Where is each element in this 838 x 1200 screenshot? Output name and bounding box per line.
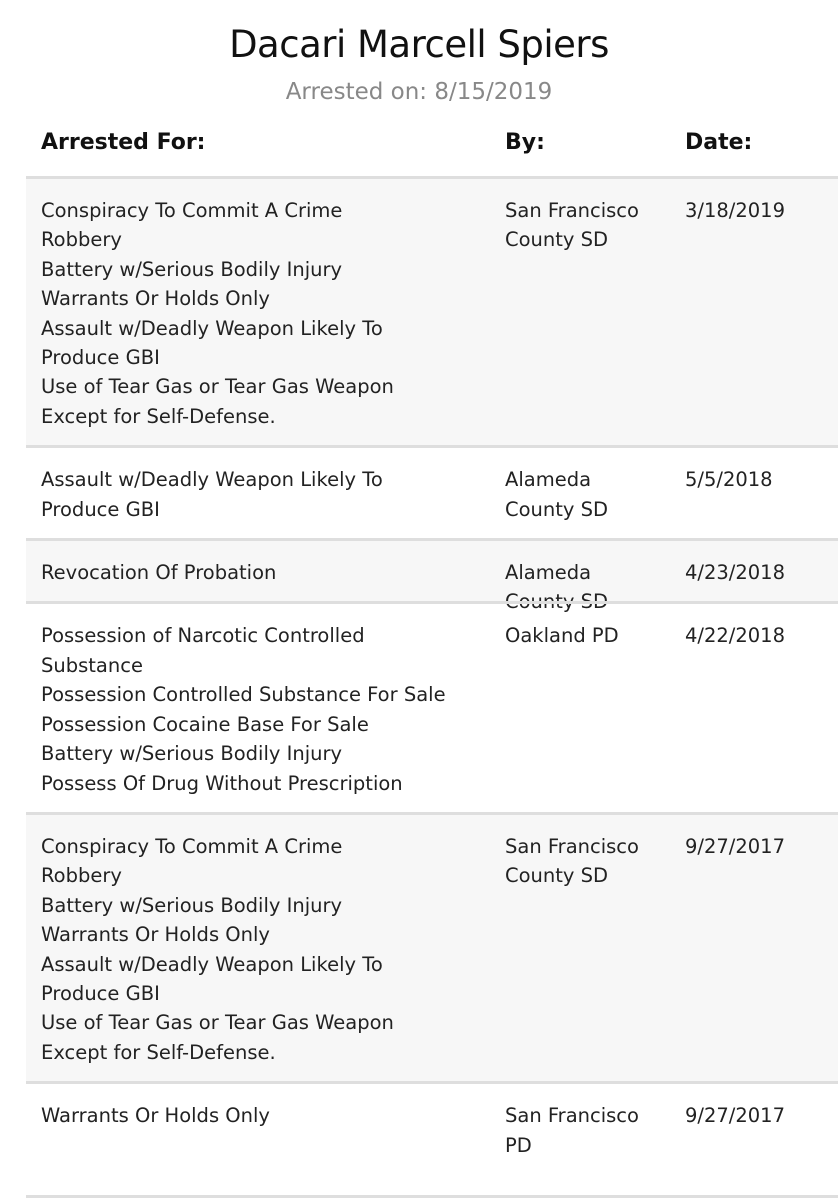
charge-line: Warrants Or Holds Only <box>41 1104 270 1128</box>
charge-line: Assault w/Deadly Weapon Likely To <box>41 468 383 492</box>
arresting-agency-cell: Oakland PD <box>505 624 619 648</box>
arresting-agency-cell: San Francisco PD <box>505 1104 639 1157</box>
table-row <box>26 1081 838 1157</box>
table-row <box>26 445 838 538</box>
charge-line: Robbery <box>41 228 122 252</box>
charge-line: Battery w/Serious Bodily Injury <box>41 742 343 766</box>
arresting-agency-cell: Alameda County SD <box>505 468 609 521</box>
charge-line: Produce GBI <box>41 346 160 370</box>
column-header-arrested-for: Arrested For: <box>41 130 206 155</box>
charges-cell <box>41 621 491 797</box>
charges-cell <box>41 465 491 524</box>
charges-cell <box>41 1101 491 1130</box>
arrest-date-cell: 4/23/2018 <box>685 561 785 585</box>
table-header <box>0 124 838 176</box>
table-row <box>26 176 838 445</box>
charges-cell <box>41 558 491 587</box>
charge-line: Robbery <box>41 864 122 888</box>
arrest-date-cell: 3/18/2019 <box>685 199 785 222</box>
charge-line: Conspiracy To Commit A Crime <box>41 834 343 858</box>
column-header-by: By: <box>505 130 545 155</box>
arrest-date-cell: 5/5/2018 <box>685 468 773 492</box>
column-header-date: Date: <box>685 130 753 155</box>
charge-line: Warrants Or Holds Only <box>41 923 270 947</box>
charge-line: Possession of Narcotic Controlled <box>41 624 365 648</box>
arrest-table-body <box>26 176 838 1157</box>
arresting-agency-cell: Alameda County SD <box>505 561 609 614</box>
table-row <box>26 538 838 614</box>
table-bottom-divider <box>26 1195 838 1198</box>
charge-line: Except for Self-Defense. <box>41 1040 276 1064</box>
arresting-agency-cell: San Francisco County SD <box>505 834 639 888</box>
charges-cell <box>41 196 491 431</box>
charge-line: Use of Tear Gas or Tear Gas Weapon <box>41 375 394 399</box>
charge-line: Battery w/Serious Bodily Injury <box>41 893 343 917</box>
arresting-agency-cell: San Francisco County SD <box>505 199 639 252</box>
charge-line: Assault w/Deadly Weapon Likely To <box>41 316 383 340</box>
arrest-date-cell: 4/22/2018 <box>685 624 785 648</box>
arrest-date-subtitle: Arrested on: 8/15/2019 <box>285 79 553 105</box>
arrest-date-cell: 9/27/2017 <box>685 834 785 858</box>
table-row <box>26 812 838 1081</box>
charge-line: Produce GBI <box>41 497 160 521</box>
table-row <box>26 601 838 811</box>
charge-line: Except for Self-Defense. <box>41 404 276 428</box>
charge-line: Assault w/Deadly Weapon Likely To <box>41 952 383 976</box>
charge-line: Battery w/Serious Bodily Injury <box>41 257 343 281</box>
charge-line: Possession Cocaine Base For Sale <box>41 712 369 736</box>
charge-line: Substance <box>41 653 143 677</box>
person-name: Dacari Marcell Spiers <box>229 23 609 66</box>
charge-line: Possession Controlled Substance For Sale <box>41 683 446 707</box>
charge-line: Warrants Or Holds Only <box>41 287 270 311</box>
charges-cell <box>41 832 491 1067</box>
charge-line: Conspiracy To Commit A Crime <box>41 199 343 222</box>
charge-line: Revocation Of Probation <box>41 561 277 585</box>
charge-line: Produce GBI <box>41 981 160 1005</box>
arrest-date-cell: 9/27/2017 <box>685 1104 785 1128</box>
charge-line: Use of Tear Gas or Tear Gas Weapon <box>41 1011 394 1035</box>
charge-line: Possess Of Drug Without Prescription <box>41 771 403 795</box>
